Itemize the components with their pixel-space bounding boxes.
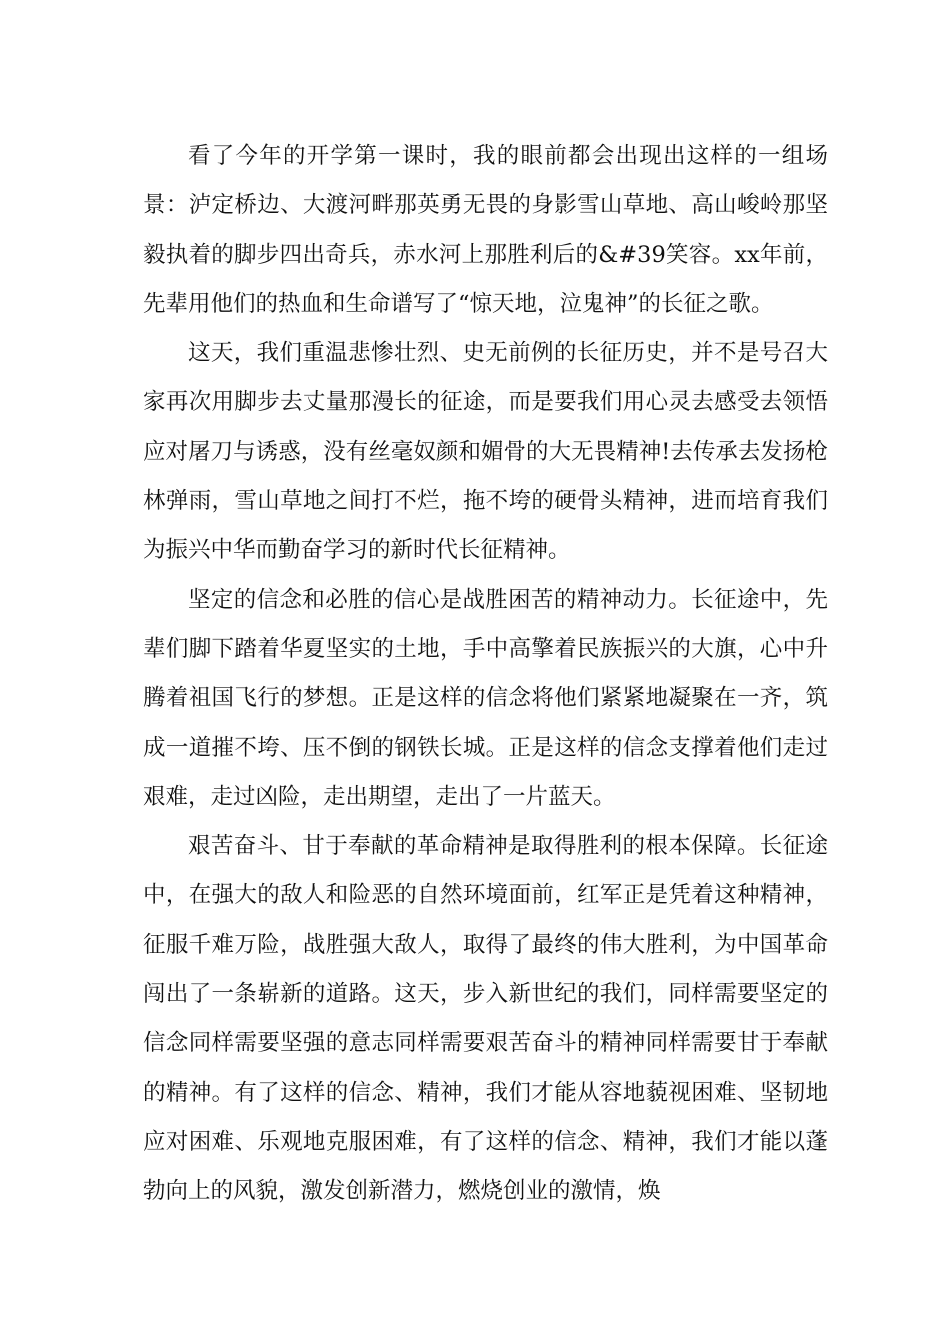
paragraph-4: 艰苦奋斗、甘于奉献的革命精神是取得胜利的根本保障。长征途中，在强大的敌人和险恶的自然环境面前，红军正是凭着这种精神，征服千难万险，战胜强大敌人，取得了最终的伟大胜利，为中国革命闯出了一条崭新的道路。这天，步入新世纪的我们，同样需要坚定的信念同样需要坚强的意志同样需要艰苦奋斗的精神同样需要甘于奉献的精神。有了这样的信念、精神，我们才能从容地藐视困难、坚韧地应对困难、乐观地克服困难，有了这样的信念、精神，我们才能以蓬勃向上的风貌，激发创新潜力，燃烧创业的激情，焕 [143, 833, 828, 1205]
paragraph-2: 这天，我们重温悲惨壮烈、史无前例的长征历史，并不是号召大家再次用脚步去丈量那漫长的征途，而是要我们用心灵去感受去领悟应对屠刀与诱惑，没有丝毫奴颜和媚骨的大无畏精神!去传承去发扬枪林弹雨，雪山草地之间打不烂，拖不垮的硬骨头精神，进而培育我们为振兴中华而勤奋学习的新时代长征精神。 [143, 340, 828, 564]
document-body [143, 132, 828, 1217]
paragraph-1: 看了今年的开学第一课时，我的眼前都会出现出这样的一组场景：泸定桥边、大渡河畔那英勇无畏的身影雪山草地、高山峻岭那坚毅执着的脚步四出奇兵，赤水河上那胜利后的&#39笑容。xx年前，先辈用他们的热血和生命谱写了“惊天地，泣鬼神”的长征之歌。 [143, 143, 828, 317]
paragraph-3: 坚定的信念和必胜的信心是战胜困苦的精神动力。长征途中，先辈们脚下踏着华夏坚实的土地，手中高擎着民族振兴的大旗，心中升腾着祖国飞行的梦想。正是这样的信念将他们紧紧地凝聚在一齐，筑成一道摧不垮、压不倒的钢铁长城。正是这样的信念支撑着他们走过艰难，走过凶险，走出期望，走出了一片蓝天。 [143, 586, 828, 810]
